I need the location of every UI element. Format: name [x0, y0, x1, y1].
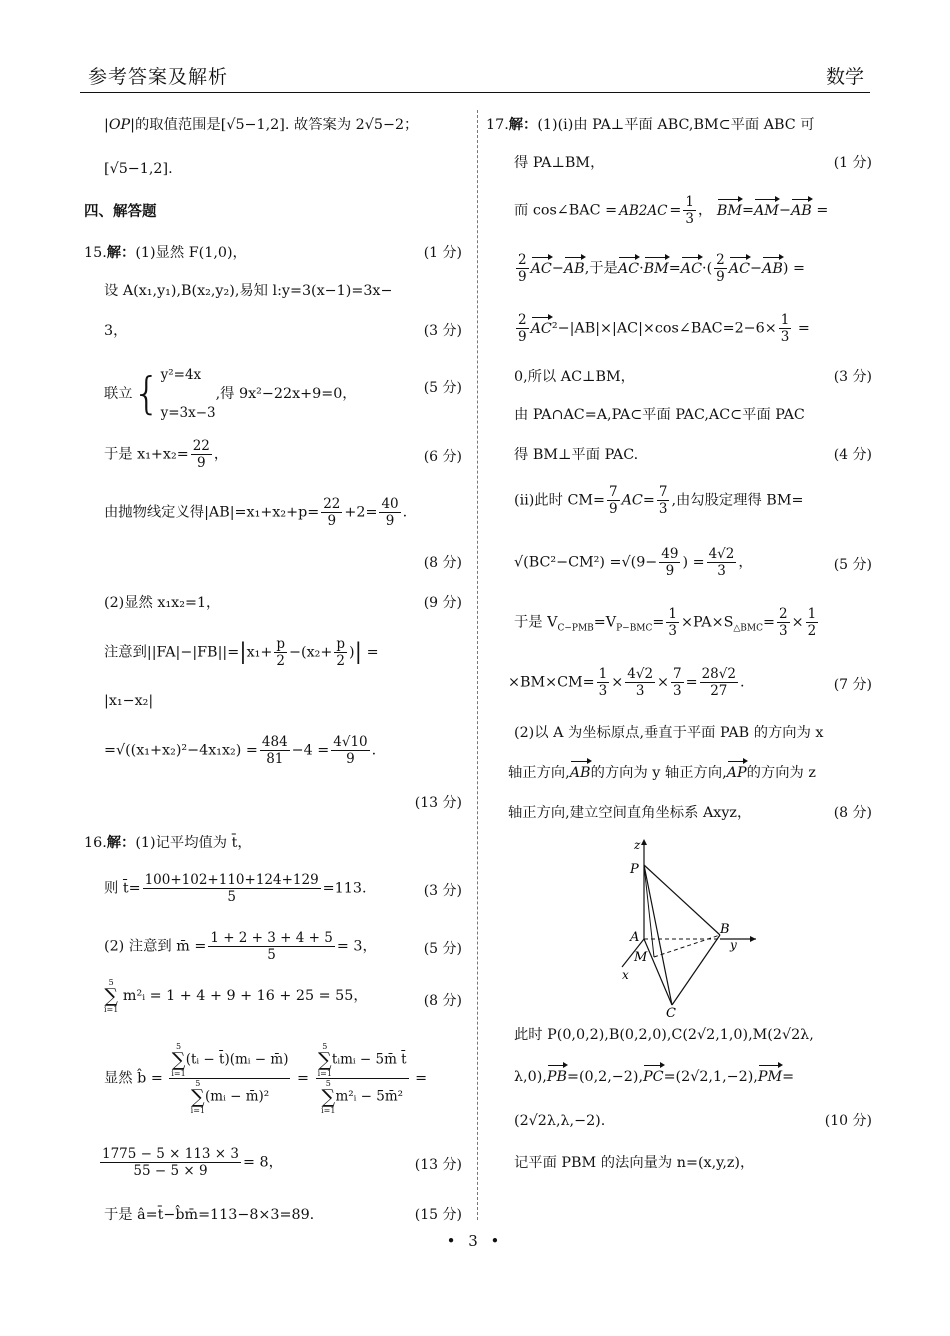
q15-part2: (2)显然 x₁x₂=1，: [104, 595, 221, 611]
q15-diff: |x₁−x₂|: [104, 693, 154, 709]
q17-dot: $\frac{2}{9}$ AC²−|AB|×|AC|×cos∠BAC=2−6× $\frac{1}{3}$ =: [518, 312, 810, 345]
q15-line1: 15.解：(1)显然 F(1,0)，: [84, 245, 247, 261]
score-8: (8 分): [423, 555, 462, 571]
score-5: (5 分): [423, 380, 462, 396]
score-r8: (8 分): [833, 805, 872, 821]
label-B: B: [720, 922, 730, 937]
q17-vecs: λ,0),PB=(0,2,−2),PC=(2√2,1,−2),PM=: [514, 1066, 872, 1088]
section-heading: 四、解答题: [84, 204, 157, 220]
score-r4: (4 分): [833, 447, 872, 463]
q16-mbar: (2) 注意到 m̄ = $\frac{1 + 2 + 3 + 4 + 5}{5}$ = 3，: [104, 930, 377, 963]
q17-normal: 记平面 PBM 的法向量为 n=(x,y,z)，: [514, 1155, 755, 1171]
label-x: x: [622, 968, 629, 982]
q17-perp: 0,所以 AC⊥BM，: [514, 369, 635, 385]
q17-line2: 得 PA⊥BM，: [514, 155, 605, 171]
bc-edge: [672, 935, 720, 1005]
label-y: y: [730, 938, 737, 952]
q15-system: 联立{ y²=4x y=3x−3 ,得 9x²−22x+9=0，: [104, 367, 357, 421]
score-r7: (7 分): [833, 677, 872, 693]
score-9: (9 分): [423, 595, 462, 611]
ac-edge: [644, 939, 672, 1005]
q15-note: 注意到||FA|−|FB||=|x₁+ $\frac{p}{2}$ −(x₂+ $\frac{p}{2}$ )| =: [104, 636, 379, 669]
op-range-line: |OP|的取值范围是[√5−1,2]. 故答案为 2√5−2；: [104, 117, 419, 133]
score-8b: (8 分): [423, 993, 462, 1009]
label-A: A: [630, 930, 640, 945]
q15-line2: 设 A(x₁,y₁),B(x₂,y₂),易知 l:y=3(x−1)=3x−: [104, 283, 393, 299]
column-divider: [477, 110, 478, 1220]
score-15: (15 分): [414, 1207, 462, 1223]
q17-cm: (ⅱ)此时 CM= $\frac{7}{9}$ AC= $\frac{7}{3}$ ,由勾股定理得 BM=: [514, 484, 804, 517]
page-number: • 3 •: [446, 1232, 504, 1250]
q17-part2: (2)以 A 为坐标原点,垂直于平面 PAB 的方向为 x: [514, 725, 824, 741]
score-r3: (3 分): [833, 369, 872, 385]
score-6: (6 分): [423, 449, 462, 465]
q15-line3: 3，: [104, 323, 128, 339]
q16-sumsq: 5 ∑ i=1 m²ᵢ = 1 + 4 + 9 + 16 + 25 = 55，: [104, 978, 368, 1014]
score-r5: (5 分): [833, 557, 872, 573]
pc-edge: [644, 865, 672, 1005]
q17-points: 此时 P(0,0,2),B(0,2,0),C(2√2,1,0),M(2√2λ,: [514, 1027, 814, 1043]
q17-axes: 轴正方向,AB的方向为 y 轴正方向,AP的方向为 z: [508, 762, 872, 784]
score-r10: (10 分): [824, 1113, 872, 1129]
label-P: P: [630, 862, 639, 877]
q17-bm-perp: 得 BM⊥平面 PAC.: [514, 447, 639, 463]
pyramid-figure: [610, 839, 766, 1019]
score-13: (13 分): [414, 795, 462, 811]
op-range-answer: [√5−1,2].: [104, 161, 173, 177]
score-r1: (1 分): [833, 155, 872, 171]
bm-edge: [654, 935, 720, 957]
q15-sqrt: =√((x₁+x₂)²−4x₁x₂) = $\frac{484}{81}$ −4 = $\frac{4√10}{9}$ .: [104, 734, 377, 767]
q15-ab: 由抛物线定义得|AB|=x₁+x₂+p= $\frac{22}{9}$ +2= $\frac{40}{9}$ .: [104, 496, 408, 529]
q17-volume: 于是 $V_{C-PMB}=V_{P-BMC}=$ $\frac{1}{3}$ $\times PA\times S_{\triangle BMC}=$ $\frac{2}{3}$ × $\frac{1}{2}$: [514, 606, 817, 639]
score-3b: (3 分): [423, 883, 462, 899]
q17-vectors: $\frac{2}{9}$ AC−AB,于是AC·BM=AC·( $\frac{2}{9}$ AC−AB) =: [518, 252, 805, 285]
header-subject: 数学: [825, 66, 864, 88]
q17-plane: 由 PA∩AC=A,PA⊂平面 PAC,AC⊂平面 PAC: [514, 407, 805, 423]
score-1: (1 分): [423, 245, 462, 261]
score-5b: (5 分): [423, 941, 462, 957]
q16-line1: 16.解：(1)记平均值为 t̄，: [84, 835, 252, 851]
q17-line1: 17.解：(1)(ⅰ)由 PA⊥平面 ABC,BM⊂平面 ABC 可: [486, 117, 815, 133]
score-3: (3 分): [423, 323, 462, 339]
q17-pm: (2√2λ,λ,−2).: [514, 1113, 606, 1129]
q16-ahat: 于是 â=t̄−b̂m̄=113−8×3=89.: [104, 1207, 315, 1223]
q16-bcalc: $\frac{1775 - 5 \times 113 \times 3}{55 - 5 \times 9}$ = 8，: [102, 1146, 283, 1179]
q16-mean: 则 t̄= $\frac{100+102+110+124+129}{5}$ =113.: [104, 872, 367, 905]
header-title: 参考答案及解析: [88, 66, 229, 88]
q16-bhat: 显然 b̂ = 5 ∑ i=1(tᵢ − t̄)(mᵢ − m̄) 5 ∑ i=1(mᵢ − m̄)² = 5 ∑ i=1tᵢmᵢ − 5m̄ t̄ 5 ∑ i=1m²ᵢ − 5m̄² =: [104, 1042, 428, 1115]
q17-coord: 轴正方向,建立空间直角坐标系 Axyz，: [508, 805, 752, 821]
q17-cos: 而 cos∠BAC = AB2AC = $\frac{1}{3}$ ， BM=AM−AB =: [514, 194, 829, 227]
score-13b: (13 分): [414, 1157, 462, 1173]
q15-sum: 于是 x₁+x₂= $\frac{22}{9}$ ，: [104, 438, 229, 471]
q17-volume2: ×BM×CM= $\frac{1}{3}$ × $\frac{4√2}{3}$ × $\frac{7}{3}$ = $\frac{28√2}{27}$ .: [508, 666, 745, 699]
header-rule: [80, 92, 870, 93]
label-C: C: [666, 1006, 676, 1019]
q17-bm: √(BC²−CM²) =√(9− $\frac{49}{9}$ ) = $\frac{4√2}{3}$ ，: [514, 546, 753, 579]
label-M: M: [634, 950, 648, 965]
label-z: z: [634, 839, 641, 852]
